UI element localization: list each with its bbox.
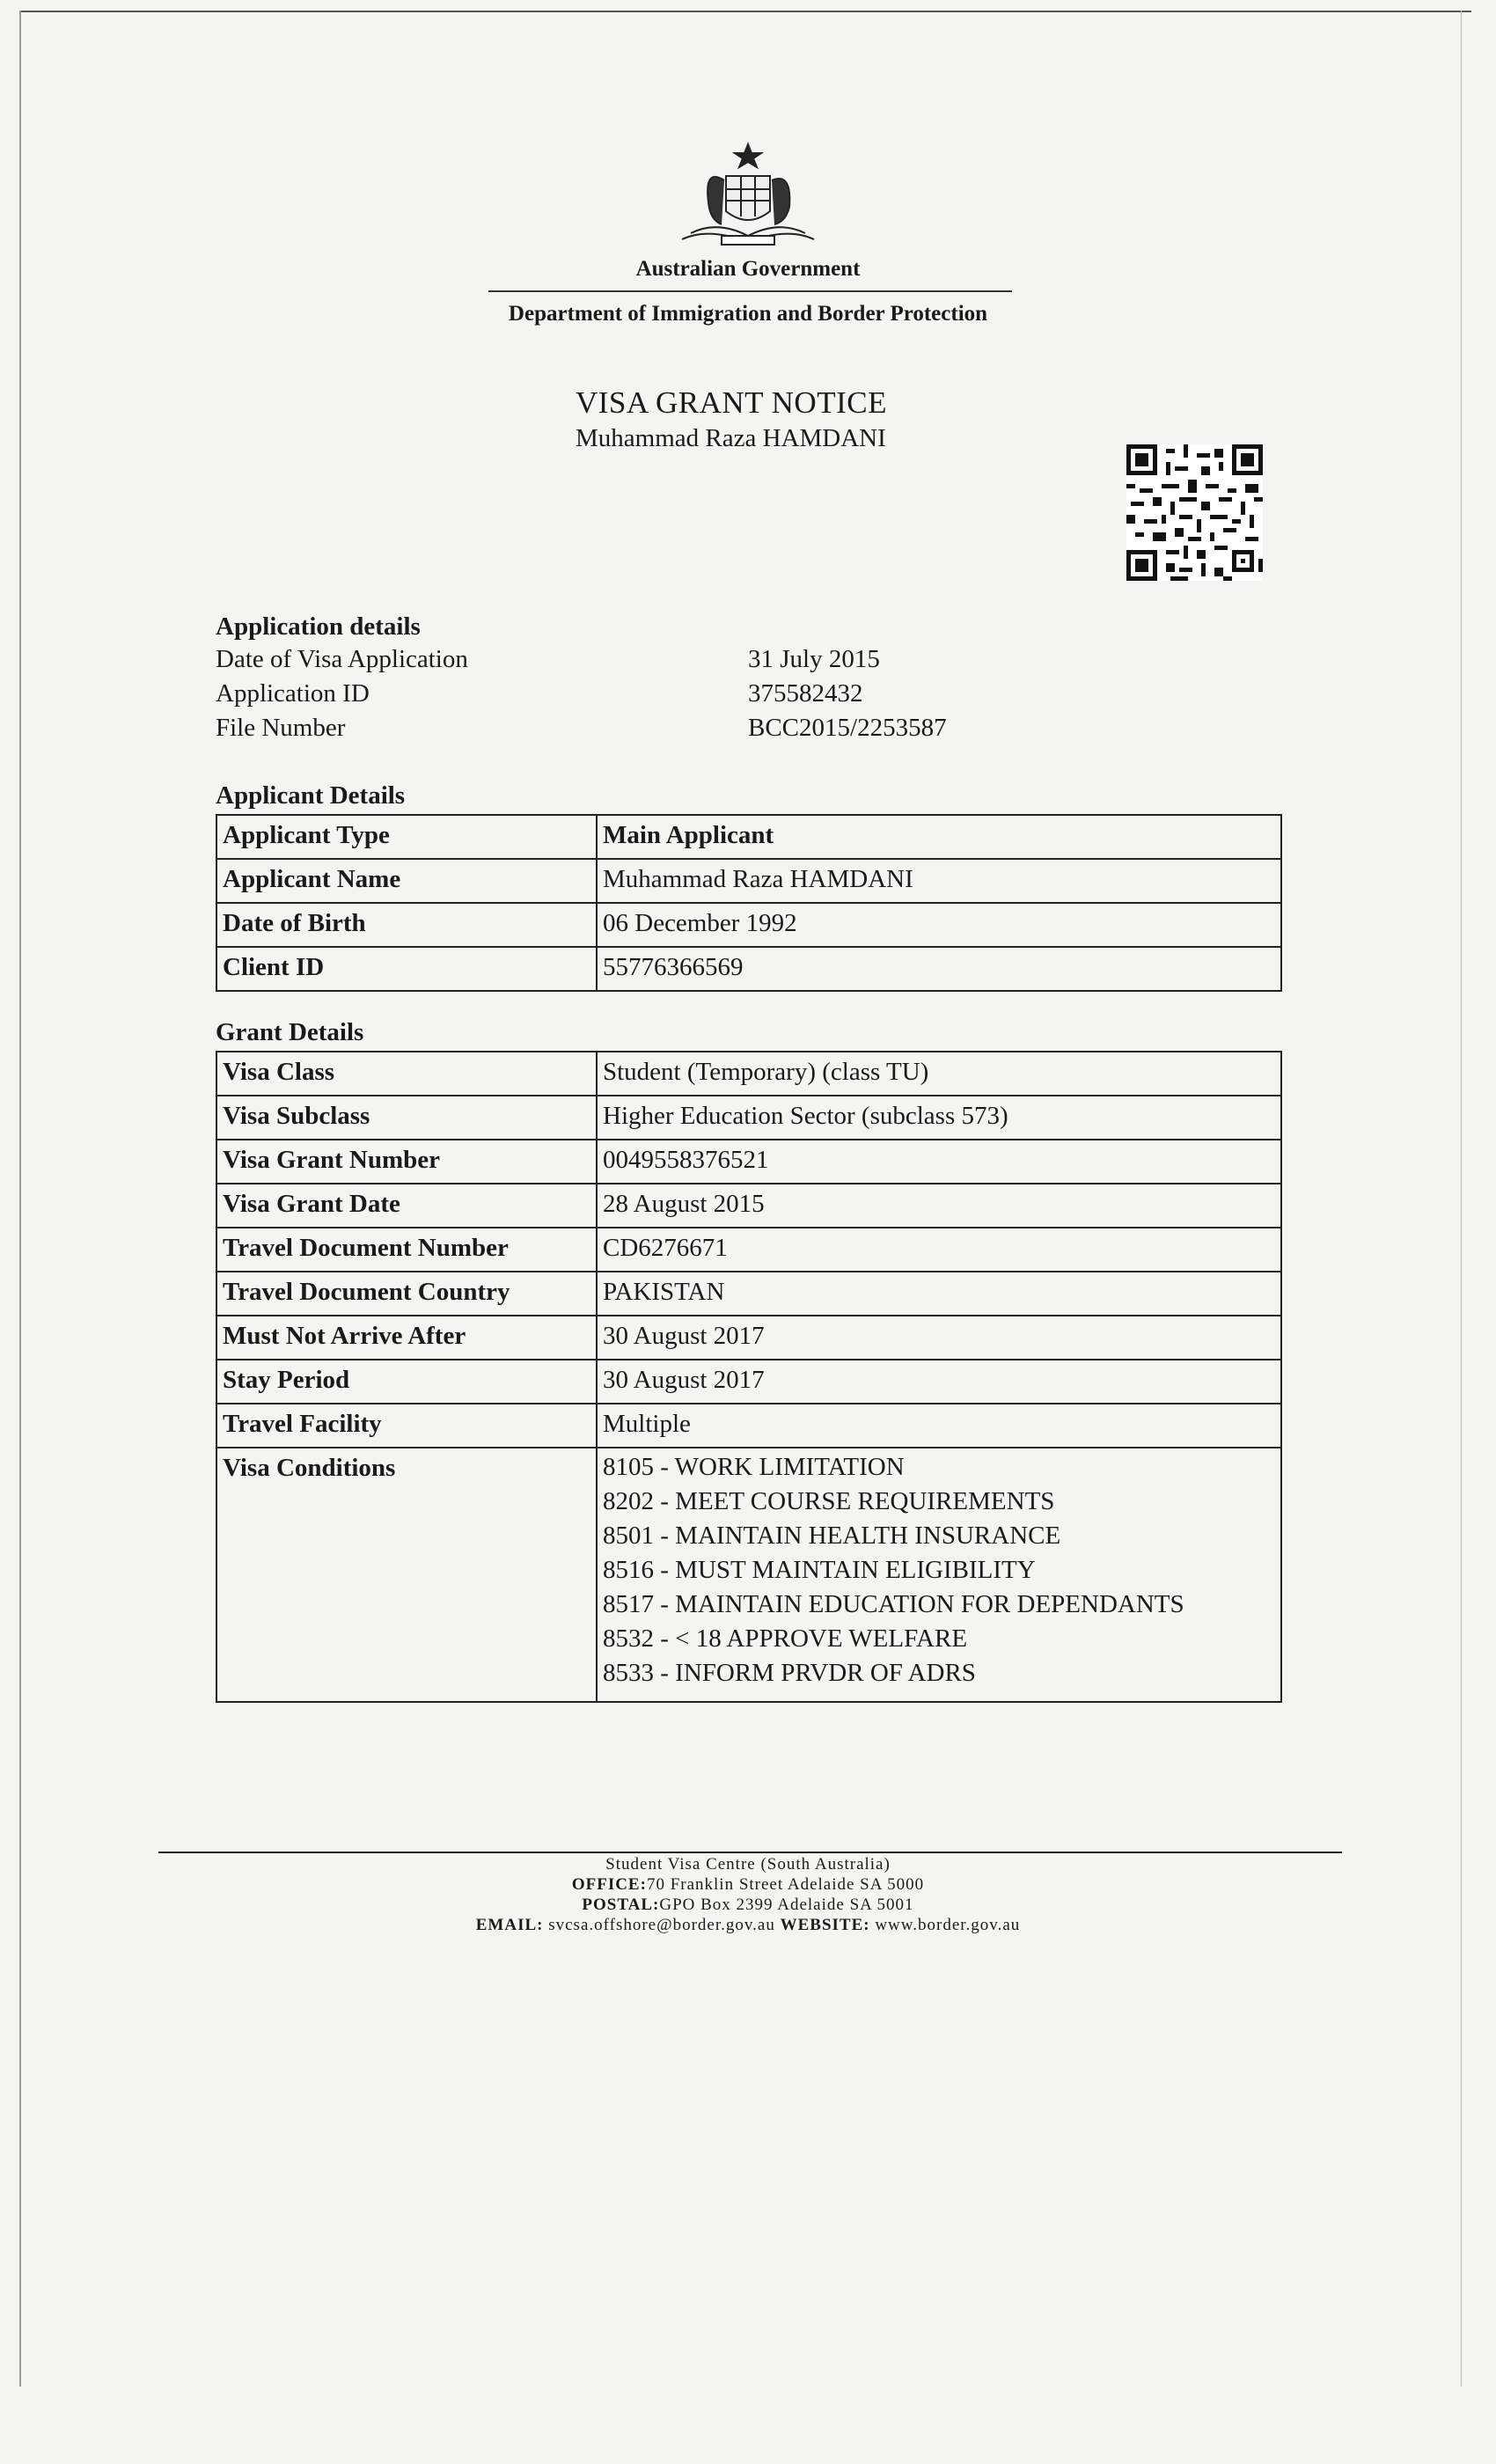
visa-condition: 8517 - MAINTAIN EDUCATION FOR DEPENDANTS [603, 1590, 1184, 1618]
table-key: Travel Document Number [216, 1228, 597, 1272]
footer-email: svcsa.offshore@border.gov.au [548, 1916, 775, 1934]
footer-contact [264, 1916, 1232, 1935]
table-value: Student (Temporary) (class TU) [597, 1052, 1281, 1096]
notice-applicant-name: Muhammad Raza HAMDANI [576, 424, 886, 452]
government-name: Australian Government [635, 257, 861, 281]
table-row [216, 1140, 1281, 1184]
table-key: Must Not Arrive After [216, 1316, 597, 1360]
table-row [216, 815, 1281, 859]
table-value: Multiple [597, 1404, 1281, 1448]
table-value: 28 August 2015 [597, 1184, 1281, 1228]
department-name: Department of Immigration and Border Protection [508, 302, 988, 326]
detail-label: File Number [216, 714, 346, 742]
table-key: Date of Birth [216, 903, 597, 947]
table-value: PAKISTAN [597, 1272, 1281, 1316]
detail-label: Date of Visa Application [216, 645, 468, 673]
footer-website: www.border.gov.au [875, 1916, 1021, 1934]
table-key: Applicant Type [216, 815, 597, 859]
visa-condition: 8105 - WORK LIMITATION [603, 1453, 905, 1481]
visa-condition: 8501 - MAINTAIN HEALTH INSURANCE [603, 1522, 1061, 1550]
table-row [216, 1184, 1281, 1228]
detail-value: BCC2015/2253587 [748, 714, 947, 742]
table-value: 30 August 2017 [597, 1316, 1281, 1360]
table-key: Client ID [216, 947, 597, 991]
detail-value: 375582432 [748, 679, 863, 708]
table-key: Applicant Name [216, 859, 597, 903]
table-value: Main Applicant [597, 815, 1281, 859]
table-row [216, 1360, 1281, 1404]
applicant-details-table [216, 814, 1282, 992]
page-edge-top [19, 11, 1471, 12]
grant-details-title: Grant Details [216, 1018, 364, 1046]
footer-website-label: WEBSITE: [780, 1916, 870, 1934]
table-row [216, 1096, 1281, 1140]
visa-condition: 8516 - MUST MAINTAIN ELIGIBILITY [603, 1556, 1036, 1584]
footer-centre: Student Visa Centre (South Australia) [605, 1855, 891, 1874]
table-value: 55776366569 [597, 947, 1281, 991]
table-key: Visa Grant Date [216, 1184, 597, 1228]
table-value: CD6276671 [597, 1228, 1281, 1272]
notice-title: VISA GRANT NOTICE [576, 385, 887, 420]
detail-value: 31 July 2015 [748, 645, 880, 673]
footer-office [264, 1875, 1232, 1895]
page-edge-right [1461, 11, 1462, 2387]
detail-label: Application ID [216, 679, 370, 708]
footer-postal-label: POSTAL: [582, 1896, 660, 1914]
table-key: Visa Class [216, 1052, 597, 1096]
grant-details-table [216, 1051, 1282, 1703]
table-value: 30 August 2017 [597, 1360, 1281, 1404]
table-key: Visa Grant Number [216, 1140, 597, 1184]
footer-office-label: OFFICE: [571, 1875, 647, 1894]
table-row [216, 1228, 1281, 1272]
footer-postal [264, 1896, 1232, 1915]
application-details-title: Application details [216, 612, 421, 641]
table-value: 06 December 1992 [597, 903, 1281, 947]
table-row [216, 859, 1281, 903]
footer-postal-address: GPO Box 2399 Adelaide SA 5001 [659, 1896, 914, 1914]
coat-of-arms-icon [673, 141, 823, 251]
table-key: Travel Document Country [216, 1272, 597, 1316]
visa-conditions-list [597, 1448, 1281, 1702]
qr-code-icon [1126, 444, 1263, 581]
table-row [216, 1448, 1281, 1702]
visa-condition: 8532 - < 18 APPROVE WELFARE [603, 1624, 968, 1653]
table-key: Visa Conditions [216, 1448, 597, 1702]
table-row [216, 903, 1281, 947]
table-key: Visa Subclass [216, 1096, 597, 1140]
table-value: 0049558376521 [597, 1140, 1281, 1184]
table-row [216, 947, 1281, 991]
table-key: Stay Period [216, 1360, 597, 1404]
table-value: Higher Education Sector (subclass 573) [597, 1096, 1281, 1140]
table-key: Travel Facility [216, 1404, 597, 1448]
footer-office-address: 70 Franklin Street Adelaide SA 5000 [646, 1875, 925, 1894]
table-row [216, 1316, 1281, 1360]
footer-email-label: EMAIL: [475, 1916, 544, 1934]
footer-divider [158, 1852, 1342, 1853]
header-divider [488, 290, 1012, 292]
table-row [216, 1052, 1281, 1096]
table-row [216, 1272, 1281, 1316]
table-value: Muhammad Raza HAMDANI [597, 859, 1281, 903]
page-edge-left [19, 11, 21, 2387]
visa-condition: 8533 - INFORM PRVDR OF ADRS [603, 1659, 976, 1687]
visa-condition: 8202 - MEET COURSE REQUIREMENTS [603, 1487, 1055, 1515]
table-row [216, 1404, 1281, 1448]
applicant-details-title: Applicant Details [216, 781, 406, 810]
